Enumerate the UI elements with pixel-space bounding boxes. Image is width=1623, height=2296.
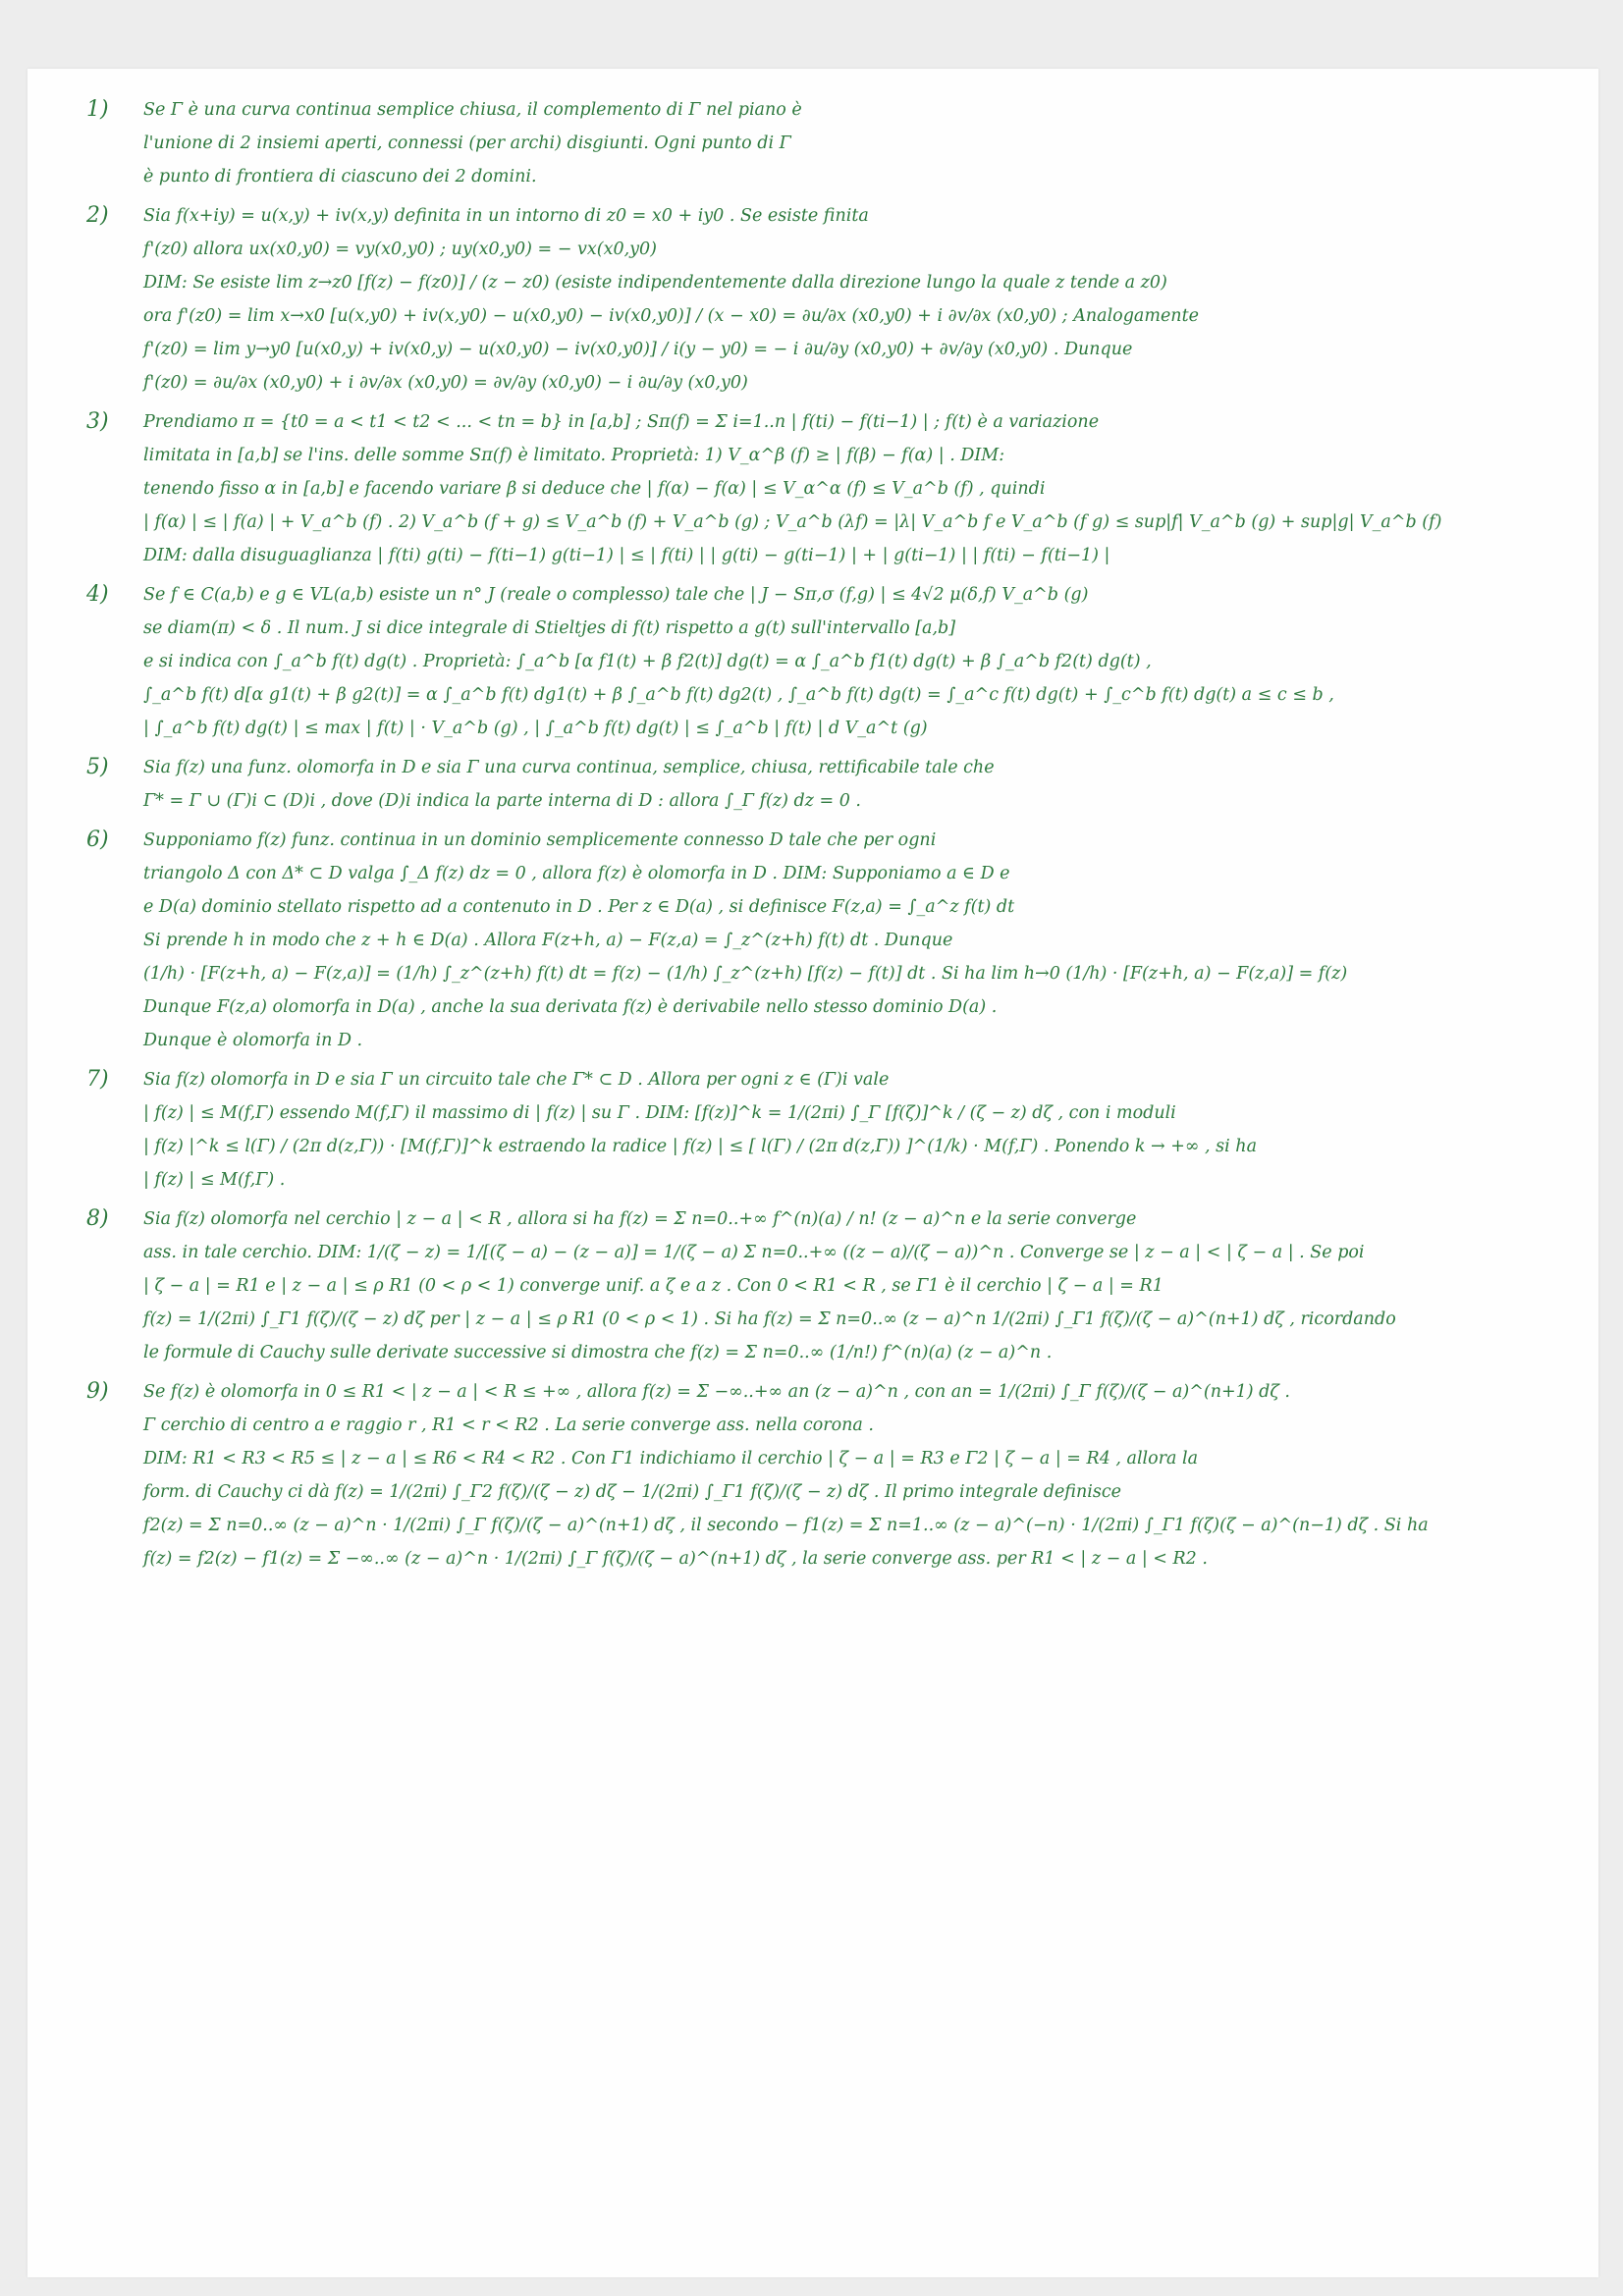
theorem-item	[86, 93, 1549, 193]
item-number: 3)	[86, 409, 109, 434]
text-line: ∫_a^b f(t) d[α g1(t) + β g2(t)] = α ∫_a^b f(t) dg1(t) + β ∫_a^b f(t) dg2(t) , ∫_a^b f(t) dg(t) = ∫_a^c f(t) dg(t) + ∫_c^b f(t) dg(t) a ≤ c ≤ b ,	[143, 685, 1334, 705]
text-line: Sia f(x+iy) = u(x,y) + iv(x,y) definita in un intorno di z0 = x0 + iy0 . Se esiste finita	[143, 206, 869, 226]
item-number: 4)	[86, 582, 109, 607]
handwritten-notes	[86, 93, 1549, 1581]
text-line: Dunque è olomorfa in D .	[143, 1031, 363, 1050]
text-line: | f(z) |^k ≤ l(Γ) / (2π d(z,Γ)) · [M(f,Γ)]^k estraendo la radice | f(z) | ≤ [ l(Γ) / (2π d(z,Γ)) ]^(1/k) · M(f,Γ) . Ponendo k → +∞ , si ha	[143, 1137, 1258, 1156]
item-number: 9)	[86, 1379, 109, 1404]
theorem-item	[86, 578, 1549, 745]
theorem-item	[86, 1375, 1549, 1575]
text-line: f'(z0) = ∂u/∂x (x0,y0) + i ∂v/∂x (x0,y0) = ∂v/∂y (x0,y0) − i ∂u/∂y (x0,y0)	[143, 373, 748, 393]
text-line: è punto di frontiera di ciascuno dei 2 domini.	[143, 167, 537, 187]
text-line: | ∫_a^b f(t) dg(t) | ≤ max | f(t) | · V_a^b (g) , | ∫_a^b f(t) dg(t) | ≤ ∫_a^b | f(t) | d V_a^t (g)	[143, 719, 928, 738]
text-line: Sia f(z) una funz. olomorfa in D e sia Γ una curva continua, semplice, chiusa, rettificabile tale che	[143, 758, 995, 777]
text-line: ora f'(z0) = lim x→x0 [u(x,y0) + iv(x,y0) − u(x0,y0) − iv(x0,y0)] / (x − x0) = ∂u/∂x (x0,y0) + i ∂v/∂x (x0,y0) ; Analogamente	[143, 306, 1199, 326]
theorem-item	[86, 751, 1549, 818]
text-line: | ζ − a | = R1 e | z − a | ≤ ρ R1 (0 < ρ < 1) converge unif. a ζ e a z . Con 0 < R1 < R , se Γ1 è il cerchio | ζ − a | = R1	[143, 1276, 1163, 1296]
item-number: 7)	[86, 1067, 109, 1092]
text-line: Sia f(z) olomorfa nel cerchio | z − a | < R , allora si ha f(z) = Σ n=0..+∞ f^(n)(a) / n! (z − a)^n e la serie converge	[143, 1209, 1137, 1229]
paper-sheet	[27, 69, 1598, 2277]
text-line: f(z) = 1/(2πi) ∫_Γ1 f(ζ)/(ζ − z) dζ per | z − a | ≤ ρ R1 (0 < ρ < 1) . Si ha f(z) = Σ n=0..∞ (z − a)^n 1/(2πi) ∫_Γ1 f(ζ)/(ζ − a)^(n+1) dζ , ricordando	[143, 1309, 1396, 1329]
item-number: 2)	[86, 203, 109, 228]
text-line: Dunque F(z,a) olomorfa in D(a) , anche la sua derivata f(z) è derivabile nello stesso dominio D(a) .	[143, 997, 998, 1017]
theorem-item	[86, 405, 1549, 572]
text-line: f'(z0) = lim y→y0 [u(x0,y) + iv(x0,y) − u(x0,y0) − iv(x0,y0)] / i(y − y0) = − i ∂u/∂y (x0,y0) + ∂v/∂y (x0,y0) . Dunque	[143, 340, 1133, 359]
text-line: DIM: dalla disuguaglianza | f(ti) g(ti) − f(ti−1) g(ti−1) | ≤ | f(ti) | | g(ti) − g(ti−1) | + | g(ti−1) | | f(ti) − f(ti−1) |	[143, 546, 1110, 565]
theorem-item	[86, 824, 1549, 1057]
text-line: f'(z0) allora ux(x0,y0) = vy(x0,y0) ; uy(x0,y0) = − vx(x0,y0)	[143, 240, 658, 259]
text-line: (1/h) · [F(z+h, a) − F(z,a)] = (1/h) ∫_z^(z+h) f(t) dt = f(z) − (1/h) ∫_z^(z+h) [f(z) − f(t)] dt . Si ha lim h→0 (1/h) · [F(z+h, a) − F(z,a)] = f(z)	[143, 964, 1348, 984]
text-line: Se f ∈ C(a,b) e g ∈ VL(a,b) esiste un n° J (reale o complesso) tale che | J − Sπ,σ (f,g) | ≤ 4√2 μ(δ,f) V_a^b (g)	[143, 585, 1089, 605]
theorem-item	[86, 1063, 1549, 1197]
text-line: | f(z) | ≤ M(f,Γ) .	[143, 1170, 286, 1190]
text-line: Γ cerchio di centro a e raggio r , R1 < r < R2 . La serie converge ass. nella corona .	[143, 1415, 874, 1435]
item-number: 5)	[86, 755, 109, 779]
text-line: form. di Cauchy ci dà f(z) = 1/(2πi) ∫_Γ2 f(ζ)/(ζ − z) dζ − 1/(2πi) ∫_Γ1 f(ζ)/(ζ − z) dζ . Il primo integrale definisce	[143, 1482, 1121, 1502]
text-line: Se Γ è una curva continua semplice chiusa, il complemento di Γ nel piano è	[143, 100, 802, 120]
text-line: DIM: Se esiste lim z→z0 [f(z) − f(z0)] / (z − z0) (esiste indipendentemente dalla direzione lungo la quale z tende a z0)	[143, 273, 1167, 293]
theorem-item	[86, 199, 1549, 400]
text-line: Sia f(z) olomorfa in D e sia Γ un circuito tale che Γ* ⊂ D . Allora per ogni z ∈ (Γ)i vale	[143, 1070, 890, 1090]
text-line: f(z) = f2(z) − f1(z) = Σ −∞..∞ (z − a)^n · 1/(2πi) ∫_Γ f(ζ)/(ζ − a)^(n+1) dζ , la serie converge ass. per R1 < | z − a | < R2 .	[143, 1549, 1208, 1569]
text-line: l'unione di 2 insiemi aperti, connessi (per archi) disgiunti. Ogni punto di Γ	[143, 133, 791, 153]
text-line: tenendo fisso α in [a,b] e facendo variare β si deduce che | f(α) − f(α) | ≤ V_α^α (f) ≤ V_a^b (f) , quindi	[143, 479, 1046, 499]
text-line: Supponiamo f(z) funz. continua in un dominio semplicemente connesso D tale che per ogni	[143, 830, 937, 850]
text-line: e D(a) dominio stellato rispetto ad a contenuto in D . Per z ∈ D(a) , si definisce F(z,a) = ∫_a^z f(t) dt	[143, 897, 1015, 917]
text-line: f2(z) = Σ n=0..∞ (z − a)^n · 1/(2πi) ∫_Γ f(ζ)/(ζ − a)^(n+1) dζ , il secondo − f1(z) = Σ n=1..∞ (z − a)^(−n) · 1/(2πi) ∫_Γ1 f(ζ)(ζ − a)^(n−1) dζ . Si ha	[143, 1516, 1429, 1535]
theorem-item	[86, 1202, 1549, 1369]
text-line: DIM: R1 < R3 < R5 ≤ | z − a | ≤ R6 < R4 < R2 . Con Γ1 indichiamo il cerchio | ζ − a | = R3 e Γ2 | ζ − a | = R4 , allora la	[143, 1449, 1199, 1468]
text-line: ass. in tale cerchio. DIM: 1/(ζ − z) = 1/[(ζ − a) − (z − a)] = 1/(ζ − a) Σ n=0..+∞ ((z − a)/(ζ − a))^n . Converge se | z − a | < | ζ − a | . Se poi	[143, 1243, 1365, 1262]
text-line: Si prende h in modo che z + h ∈ D(a) . Allora F(z+h, a) − F(z,a) = ∫_z^(z+h) f(t) dt . Dunque	[143, 931, 953, 950]
text-line: Prendiamo π = {t0 = a < t1 < t2 < ... < tn = b} in [a,b] ; Sπ(f) = Σ i=1..n | f(ti) − f(ti−1) | ; f(t) è a variazione	[143, 412, 1100, 432]
text-line: Γ* = Γ ∪ (Γ)i ⊂ (D)i , dove (D)i indica la parte interna di D : allora ∫_Γ f(z) dz = 0 .	[143, 791, 861, 811]
text-line: | f(α) | ≤ | f(a) | + V_a^b (f) . 2) V_a^b (f + g) ≤ V_a^b (f) + V_a^b (g) ; V_a^b (λf) = |λ| V_a^b f e V_a^b (f g) ≤ sup|f| V_a^b (g) + sup|g| V_a^b (f)	[143, 512, 1442, 532]
item-number: 1)	[86, 97, 109, 122]
text-line: se diam(π) < δ . Il num. J si dice integrale di Stieltjes di f(t) rispetto a g(t) sull'intervallo [a,b]	[143, 618, 956, 638]
text-line: e si indica con ∫_a^b f(t) dg(t) . Proprietà: ∫_a^b [α f1(t) + β f2(t)] dg(t) = α ∫_a^b f1(t) dg(t) + β ∫_a^b f2(t) dg(t) ,	[143, 652, 1152, 671]
text-line: Se f(z) è olomorfa in 0 ≤ R1 < | z − a | < R ≤ +∞ , allora f(z) = Σ −∞..+∞ an (z − a)^n , con an = 1/(2πi) ∫_Γ f(ζ)/(ζ − a)^(n+1) dζ .	[143, 1382, 1290, 1402]
item-number: 6)	[86, 828, 109, 852]
text-line: | f(z) | ≤ M(f,Γ) essendo M(f,Γ) il massimo di | f(z) | su Γ . DIM: [f(z)]^k = 1/(2πi) ∫_Γ [f(ζ)]^k / (ζ − z) dζ , con i moduli	[143, 1103, 1176, 1123]
text-line: triangolo Δ con Δ* ⊂ D valga ∫_Δ f(z) dz = 0 , allora f(z) è olomorfa in D . DIM: Supponiamo a ∈ D e	[143, 864, 1010, 883]
text-line: limitata in [a,b] se l'ins. delle somme Sπ(f) è limitato. Proprietà: 1) V_α^β (f) ≥ | f(β) − f(α) | . DIM:	[143, 446, 1005, 465]
text-line: le formule di Cauchy sulle derivate successive si dimostra che f(z) = Σ n=0..∞ (1/n!) f^(n)(a) (z − a)^n .	[143, 1343, 1053, 1362]
item-number: 8)	[86, 1206, 109, 1231]
